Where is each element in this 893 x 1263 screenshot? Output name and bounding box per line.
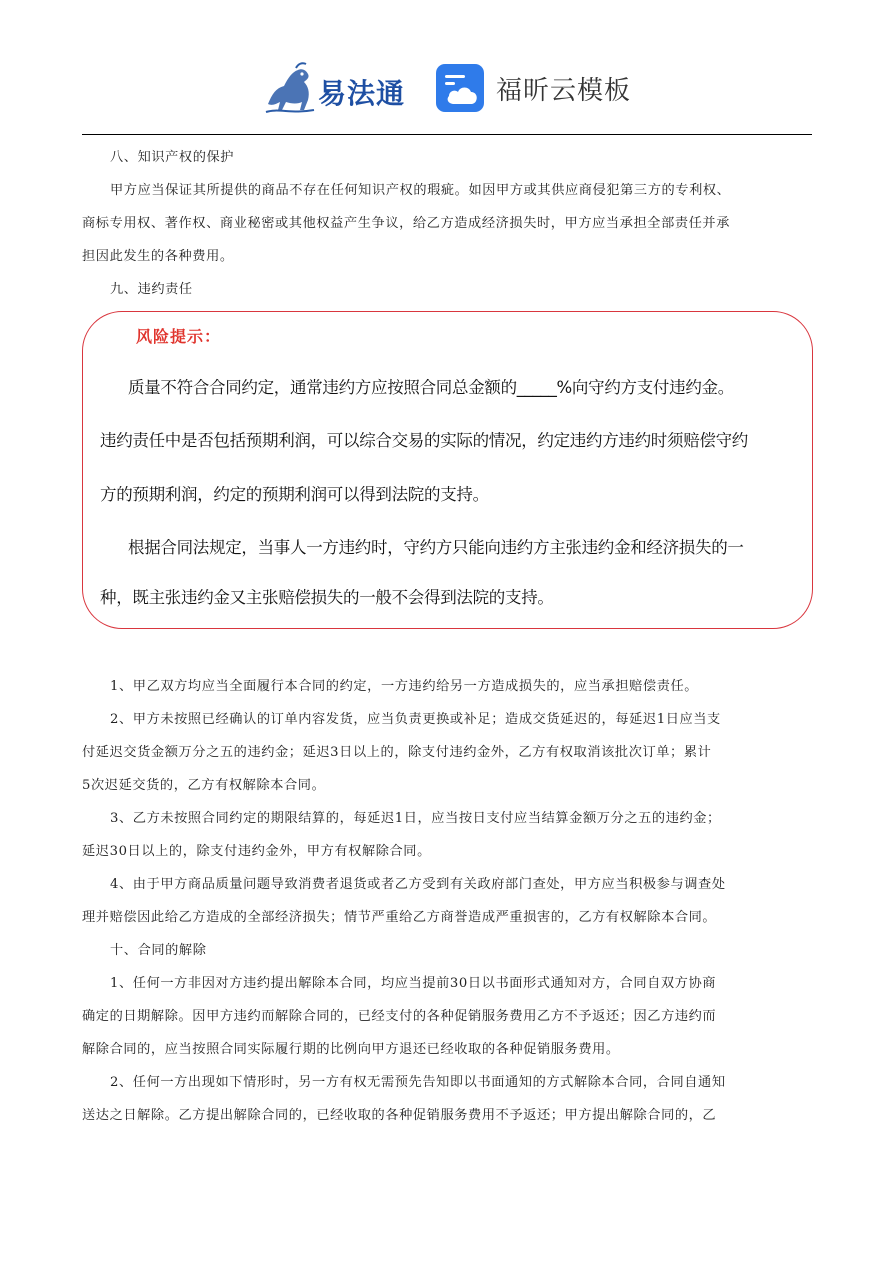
risk-notice-line: 根据合同法规定，当事人一方违约时，守约方只能向违约方主张违约金和经济损失的一 — [128, 538, 744, 557]
paragraph-line: 商标专用权、著作权、商业秘密或其他权益产生争议，给乙方造成经济损失时，甲方应当承担全部责任并承 — [82, 216, 731, 231]
paragraph-line: 确定的日期解除。因甲方违约而解除合同的，已经支付的各种促销服务费用乙方不予返还；因乙方违约而 — [82, 1009, 717, 1024]
paragraph-line: 4、由于甲方商品质量问题导致消费者退货或者乙方受到有关政府部门查处，甲方应当积极参与调查处 — [110, 877, 726, 892]
risk-notice-line: 种，既主张违约金又主张赔偿损失的一般不会得到法院的支持。 — [100, 588, 554, 607]
risk-notice-line: 质量不符合合同约定，通常违约方应按照合同总金额的_____%向守约方支付违约金。 — [128, 378, 734, 397]
brand-left-text: 易法通 — [318, 77, 406, 110]
paragraph-line: 送达之日解除。乙方提出解除合同的，已经收取的各种促销服务费用不予返还；甲方提出解除合同的，乙 — [82, 1108, 717, 1123]
paragraph-line: 付延迟交货金额万分之五的违约金；延迟3日以上的，除支付违约金外，乙方有权取消该批次订单；累计 — [82, 745, 712, 760]
risk-notice-line: 方的预期利润，约定的预期利润可以得到法院的支持。 — [100, 485, 489, 504]
paragraph-line: 十、合同的解除 — [110, 943, 207, 958]
fuxin-logo — [436, 64, 636, 116]
paragraph-line: 5次迟延交货的，乙方有权解除本合同。 — [82, 778, 326, 793]
cloud-template-icon — [436, 64, 484, 112]
yifatong-logo — [262, 60, 412, 118]
paragraph-line: 2、任何一方出现如下情形时，另一方有权无需预先告知即以书面通知的方式解除本合同，合同自通知 — [110, 1075, 726, 1090]
qilin-icon — [262, 60, 320, 118]
page-header — [0, 58, 893, 122]
paragraph-line: 九、违约责任 — [110, 282, 193, 297]
paragraph-line: 解除合同的，应当按照合同实际履行期的比例向甲方退还已经收取的各种促销服务费用。 — [82, 1042, 620, 1057]
header-divider — [82, 134, 812, 135]
risk-notice-line: 违约责任中是否包括预期利润，可以综合交易的实际的情况，约定违约方违约时须赔偿守约 — [100, 431, 749, 450]
risk-notice-box — [82, 311, 813, 629]
paragraph-line: 担因此发生的各种费用。 — [82, 249, 234, 264]
paragraph-line: 延迟30日以上的，除支付违约金外，甲方有权解除合同。 — [82, 844, 431, 859]
brand-right-text: 福昕云模板 — [496, 76, 632, 106]
paragraph-line: 1、甲乙双方均应当全面履行本合同的约定，一方违约给另一方造成损失的，应当承担赔偿责任。 — [110, 679, 699, 694]
paragraph-line: 八、知识产权的保护 — [110, 150, 235, 165]
risk-notice-title: 风险提示： — [136, 327, 222, 346]
paragraph-line: 2、甲方未按照已经确认的订单内容发货，应当负责更换或补足；造成交货延迟的，每延迟1日应当支 — [110, 712, 721, 727]
paragraph-line: 1、任何一方非因对方违约提出解除本合同，均应当提前30日以书面形式通知对方，合同自双方协商 — [110, 976, 717, 991]
paragraph-line: 甲方应当保证其所提供的商品不存在任何知识产权的瑕疵。如因甲方或其供应商侵犯第三方的专利权、 — [110, 183, 731, 198]
paragraph-line: 理并赔偿因此给乙方造成的全部经济损失；情节严重给乙方商誉造成严重损害的，乙方有权解除本合同。 — [82, 910, 717, 925]
paragraph-line: 3、乙方未按照合同约定的期限结算的，每延迟1日，应当按日支付应当结算金额万分之五的违约金； — [110, 811, 721, 826]
